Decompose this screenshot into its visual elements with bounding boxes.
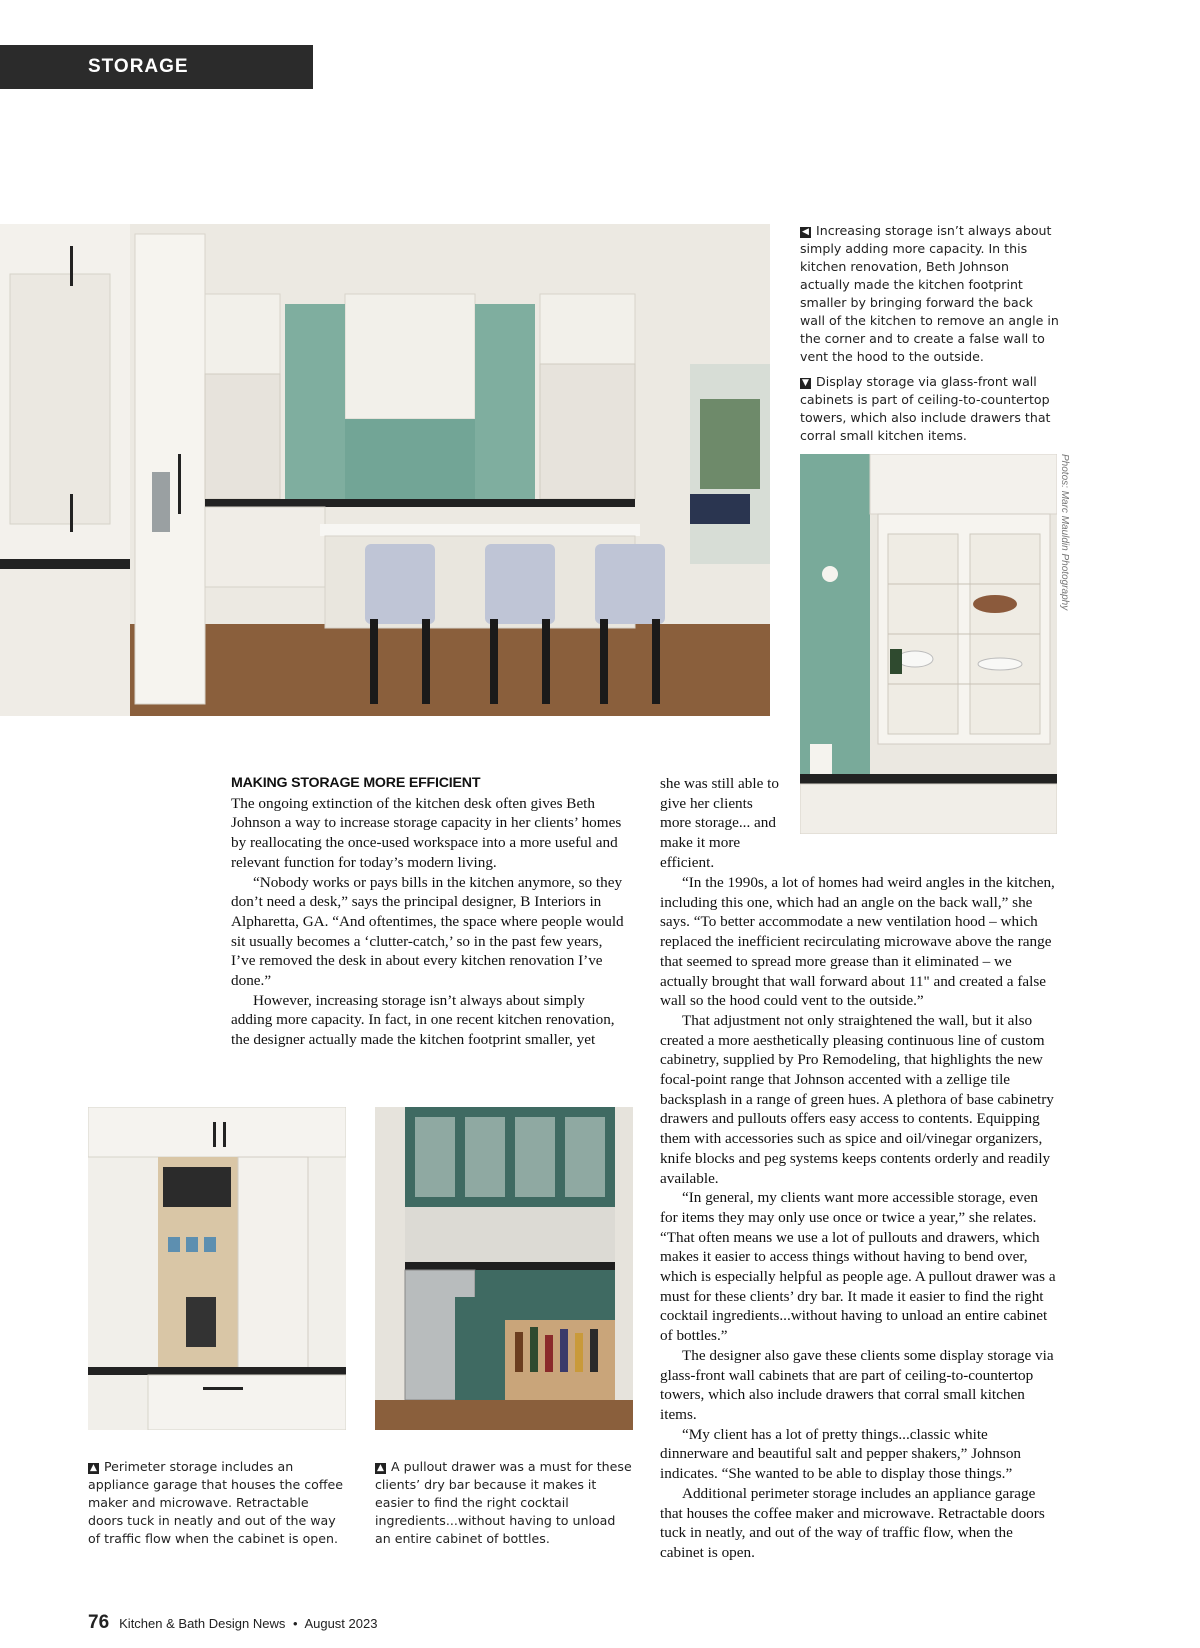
- dry-bar-photo: [375, 1107, 633, 1430]
- article-paragraph: “My client has a lot of pretty things...classic white dinnerware and beautiful salt and pepper shakers,” Johnson indicates. “She wanted to be able to display those things.”: [660, 1425, 1022, 1483]
- caption-top-2-text: Display storage via glass-front wall cabinets is part of ceiling-to-countertop towers, which also include drawers that corral small kitchen items.: [800, 374, 1051, 443]
- main-kitchen-photo: [0, 224, 770, 716]
- issue-date: August 2023: [304, 1616, 378, 1631]
- article-column-2-lead: [660, 774, 780, 873]
- article-paragraph: That adjustment not only straightened the wall, but it also created a more aesthetically pleasing continuous line of custom cabinetry, supplied by Pro Remodeling, that highlights the new focal-point range that Johnson accented with a zellige tile backsplash in a range of green hues. A plethora of base cabinetry drawers and pullouts offers easy access to contents. Equipping them with accessories such as spice and oil/vinegar organizers, knife blocks and peg systems keeps contents orderly and readily available.: [660, 1011, 1054, 1187]
- caption-top-1-text: Increasing storage isn’t always about simply adding more capacity. In this kitchen renovation, Beth Johnson actually made the kitchen footprint smaller by bringing forward the back wall of the kitchen to remove an angle in the corner and to create a false wall to vent the hood to the outside.: [800, 223, 1059, 364]
- photo-credit: Photos: Marc Mauldin Photography: [1059, 454, 1070, 611]
- publication-name: Kitchen & Bath Design News: [119, 1616, 286, 1631]
- section-label: STORAGE SOLUTIONS: [0, 45, 313, 89]
- display-cabinet-photo: [800, 454, 1057, 834]
- caption-top-2: [800, 373, 1060, 445]
- footer-separator: •: [292, 1616, 298, 1631]
- page-number: 76: [88, 1612, 110, 1633]
- appliance-garage-photo: [88, 1107, 346, 1430]
- caption-bottom-mid: [375, 1458, 633, 1548]
- caption-top-1: [800, 222, 1060, 366]
- article-paragraph: The designer also gave these clients some display storage via glass-front wall cabinets that are part of ceiling-to-countertop towers, which also include drawers that corral small kitchen items.: [660, 1346, 1054, 1423]
- caption-bottom-mid-text: A pullout drawer was a must for these clients’ dry bar because it makes it easier to find the right cocktail ingredients...without having to unload an entire cabinet of bottles.: [375, 1459, 632, 1546]
- arrow-up-icon: ▲: [375, 1463, 386, 1474]
- article-paragraph: “In the 1990s, a lot of homes had weird angles in the kitchen, including this one, which had an angle on the back wall,” she says. “To better accommodate a new ventilation hood – which replaced the inefficient recirculating microwave above the range that seemed to spread more grease than it eliminated – we actually brought that wall forward about 11" and created a false wall so the hood could vent to the outside.”: [660, 874, 1055, 1010]
- article-heading: MAKING STORAGE MORE EFFICIENT: [231, 775, 481, 791]
- article-paragraph: she was still able to give her clients more storage... and make it more efficient.: [660, 775, 779, 871]
- caption-bottom-left-text: Perimeter storage includes an appliance garage that houses the coffee maker and microwave. Retractable doors tuck in neatly and out of the way of traffic flow when the cabinet is open.: [88, 1459, 344, 1546]
- caption-bottom-left: [88, 1458, 346, 1548]
- article-paragraph: The ongoing extinction of the kitchen desk often gives Beth Johnson a way to increase storage capacity in her clients’ homes by reallocating the once-used workspace into a more useful and relevant function for today’s modern living.: [231, 794, 622, 871]
- arrow-up-icon: ▲: [88, 1463, 99, 1474]
- article-paragraph: “Nobody works or pays bills in the kitchen anymore, so they don’t need a desk,” says the principal designer, B Interiors in Alpharetta, GA. “And oftentimes, the space where people would sit usually becomes a ‘clutter-catch,’ so in the past few years, I’ve removed the desk in about every kitchen renovation I’ve done.”: [231, 873, 624, 990]
- article-paragraph: “In general, my clients want more accessible storage, even for items they may only use once or twice a year,” she relates. “That often means we use a lot of pullouts and drawers, which makes it easier to access things without having to bend over, which is especially helpful as people age. A pullout drawer was a must for these clients’ dry bar. It made it easier to find the right cocktail ingredients...without having to unload an entire cabinet of bottles.”: [660, 1189, 1056, 1345]
- article-paragraph: However, increasing storage isn’t always about simply adding more capacity. In fact, in one recent kitchen renovation, the designer actually made the kitchen footprint smaller, yet: [231, 991, 615, 1049]
- arrow-down-icon: ▼: [800, 378, 811, 389]
- page-footer: [88, 1612, 377, 1634]
- arrow-left-icon: ◀: [800, 227, 811, 238]
- article-paragraph: Additional perimeter storage includes an appliance garage that houses the coffee maker and microwave. Retractable doors tuck in neatly, and out of the way of traffic flow, when the cabinet is open.: [660, 1484, 1045, 1561]
- article-column-1: [231, 774, 629, 1050]
- article-column-2: [660, 873, 1058, 1563]
